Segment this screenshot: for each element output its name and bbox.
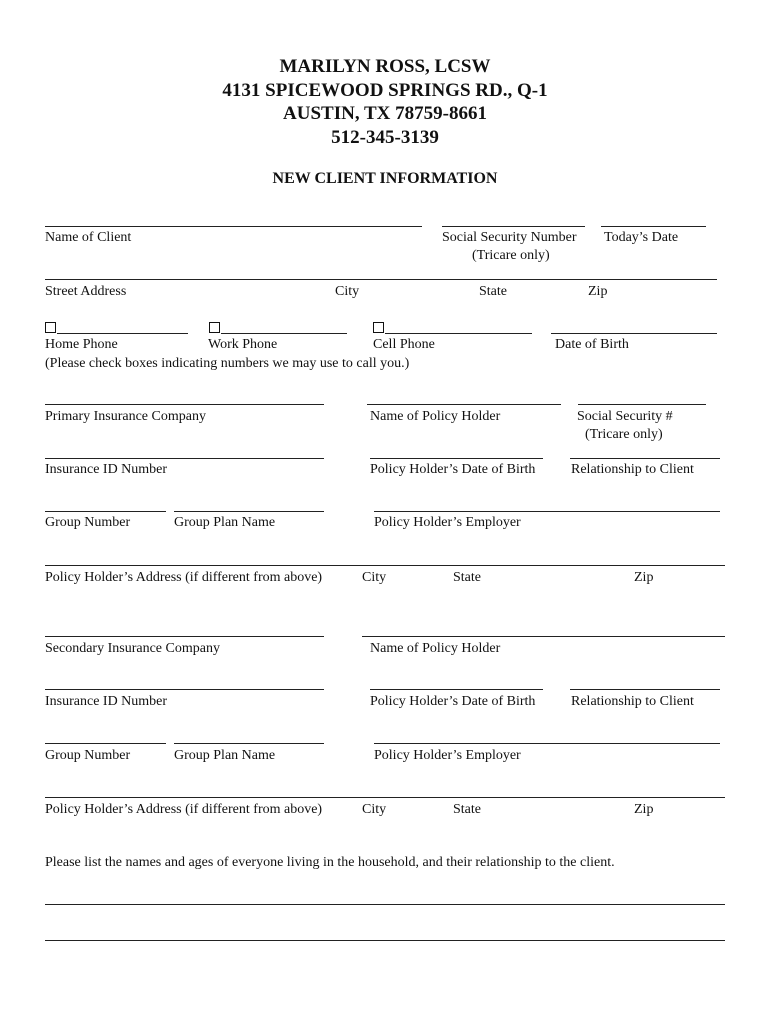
- client-ssn-label: Social Security Number: [442, 230, 577, 245]
- primary-city-label: City: [362, 570, 387, 585]
- secondary-relationship-field[interactable]: [570, 689, 720, 690]
- cell-phone-checkbox[interactable]: [373, 322, 384, 333]
- state-label: State: [479, 284, 507, 299]
- work-phone-field[interactable]: [221, 333, 347, 334]
- secondary-relationship-label: Relationship to Client: [571, 694, 694, 709]
- date-of-birth-field[interactable]: [551, 333, 717, 334]
- primary-policy-ssn-label: Social Security #: [577, 409, 673, 424]
- practice-name: MARILYN ROSS, LCSW: [279, 56, 491, 77]
- secondary-holder-dob-field[interactable]: [370, 689, 543, 690]
- secondary-holder-address-label: Policy Holder’s Address (if different from above): [45, 802, 323, 817]
- primary-insurance-id-label: Insurance ID Number: [45, 462, 168, 477]
- primary-group-number-label: Group Number: [45, 515, 131, 530]
- secondary-employer-field[interactable]: [374, 743, 720, 744]
- client-name-field[interactable]: [45, 226, 422, 227]
- primary-policy-ssn-note: (Tricare only): [585, 427, 663, 442]
- city-label: City: [335, 284, 360, 299]
- practice-address-line1: 4131 SPICEWOOD SPRINGS RD., Q-1: [222, 80, 548, 101]
- secondary-group-plan-field[interactable]: [174, 743, 324, 744]
- secondary-holder-address-field[interactable]: [45, 797, 725, 798]
- client-name-label: Name of Client: [45, 230, 132, 245]
- phone-instructions: (Please check boxes indicating numbers we may use to call you.): [45, 356, 410, 371]
- primary-policy-ssn-field[interactable]: [578, 404, 706, 405]
- primary-insurance-company-field[interactable]: [45, 404, 324, 405]
- primary-zip-label: Zip: [634, 570, 654, 585]
- household-line[interactable]: [45, 940, 725, 941]
- work-phone-label: Work Phone: [208, 337, 278, 352]
- secondary-employer-label: Policy Holder’s Employer: [374, 748, 521, 763]
- primary-policy-holder-label: Name of Policy Holder: [370, 409, 501, 424]
- practice-address-line2: AUSTIN, TX 78759-8661: [283, 103, 487, 124]
- form-title: NEW CLIENT INFORMATION: [272, 170, 498, 187]
- secondary-group-number-field[interactable]: [45, 743, 166, 744]
- todays-date-label: Today’s Date: [604, 230, 679, 245]
- primary-relationship-label: Relationship to Client: [571, 462, 694, 477]
- secondary-insurance-id-label: Insurance ID Number: [45, 694, 168, 709]
- secondary-insurance-company-label: Secondary Insurance Company: [45, 641, 220, 656]
- primary-group-plan-label: Group Plan Name: [174, 515, 276, 530]
- primary-employer-field[interactable]: [374, 511, 720, 512]
- primary-insurance-id-field[interactable]: [45, 458, 324, 459]
- secondary-policy-holder-field[interactable]: [362, 636, 725, 637]
- home-phone-field[interactable]: [57, 333, 188, 334]
- primary-holder-dob-field[interactable]: [370, 458, 543, 459]
- primary-employer-label: Policy Holder’s Employer: [374, 515, 521, 530]
- cell-phone-label: Cell Phone: [373, 337, 435, 352]
- secondary-zip-label: Zip: [634, 802, 654, 817]
- home-phone-checkbox[interactable]: [45, 322, 56, 333]
- primary-group-number-field[interactable]: [45, 511, 166, 512]
- secondary-city-label: City: [362, 802, 387, 817]
- secondary-holder-dob-label: Policy Holder’s Date of Birth: [370, 694, 536, 709]
- street-address-field[interactable]: [45, 279, 717, 280]
- client-ssn-note: (Tricare only): [472, 248, 550, 263]
- primary-policy-holder-field[interactable]: [367, 404, 561, 405]
- secondary-insurance-company-field[interactable]: [45, 636, 324, 637]
- secondary-state-label: State: [453, 802, 481, 817]
- primary-holder-address-label: Policy Holder’s Address (if different from above): [45, 570, 323, 585]
- todays-date-field[interactable]: [601, 226, 706, 227]
- client-ssn-field[interactable]: [442, 226, 585, 227]
- household-prompt: Please list the names and ages of everyone living in the household, and their relationship to the client.: [45, 855, 615, 870]
- zip-label: Zip: [588, 284, 608, 299]
- primary-group-plan-field[interactable]: [174, 511, 324, 512]
- work-phone-checkbox[interactable]: [209, 322, 220, 333]
- home-phone-label: Home Phone: [45, 337, 118, 352]
- date-of-birth-label: Date of Birth: [555, 337, 629, 352]
- primary-state-label: State: [453, 570, 481, 585]
- primary-insurance-company-label: Primary Insurance Company: [45, 409, 206, 424]
- secondary-policy-holder-label: Name of Policy Holder: [370, 641, 501, 656]
- secondary-group-plan-label: Group Plan Name: [174, 748, 276, 763]
- secondary-insurance-id-field[interactable]: [45, 689, 324, 690]
- practice-phone: 512-345-3139: [331, 127, 439, 148]
- primary-holder-address-field[interactable]: [45, 565, 725, 566]
- cell-phone-field[interactable]: [385, 333, 532, 334]
- secondary-group-number-label: Group Number: [45, 748, 131, 763]
- primary-holder-dob-label: Policy Holder’s Date of Birth: [370, 462, 536, 477]
- street-address-label: Street Address: [45, 284, 127, 299]
- household-line[interactable]: [45, 904, 725, 905]
- primary-relationship-field[interactable]: [570, 458, 720, 459]
